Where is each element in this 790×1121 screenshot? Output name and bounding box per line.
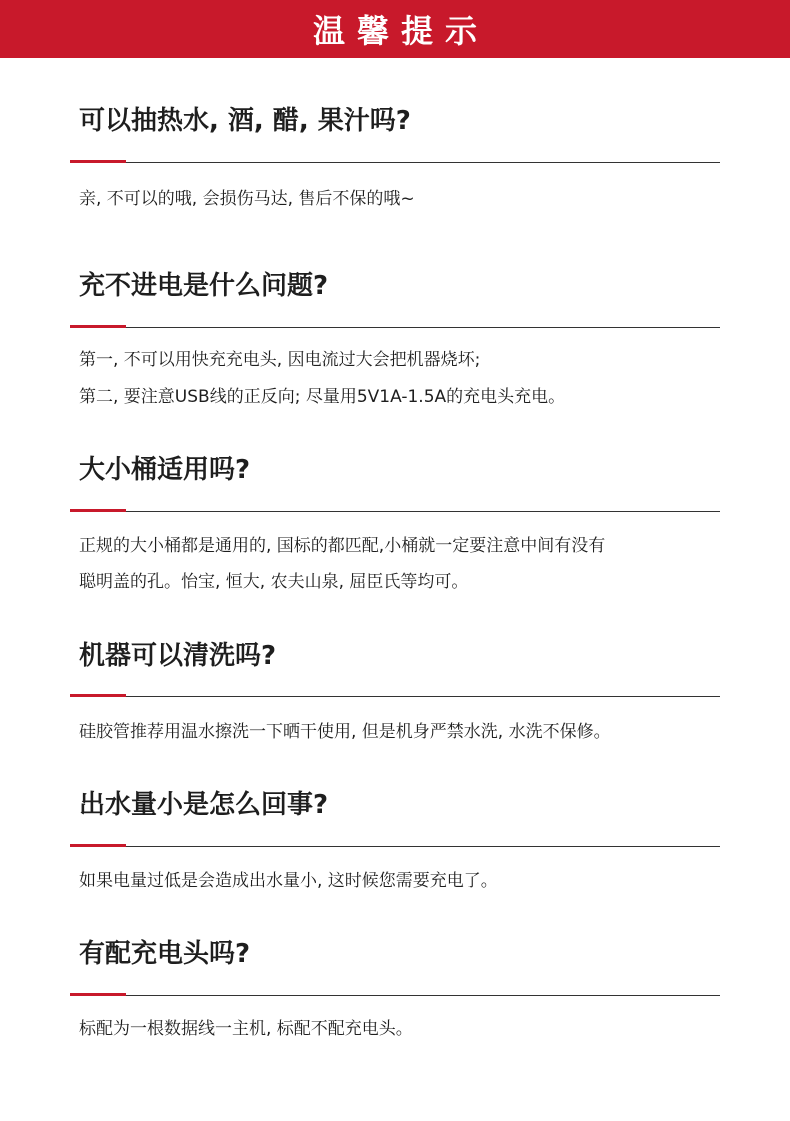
faq-accent-bar [70, 325, 126, 328]
faq-question: 出水量小是怎么回事? [79, 790, 329, 820]
faq-answer-line: 亲, 不可以的哦, 会损伤马达, 售后不保的哦~ [79, 189, 415, 209]
faq-question: 有配充电头吗? [79, 939, 251, 969]
faq-divider [70, 162, 720, 163]
page-title: 温馨提示 [312, 12, 489, 50]
header-banner [0, 0, 790, 58]
faq-question: 可以抽热水, 酒, 醋, 果汁吗? [79, 106, 411, 136]
faq-answer-line: 第二, 要注意USB线的正反向; 尽量用5V1A-1.5A的充电头充电。 [79, 387, 566, 407]
faq-answer-line: 如果电量过低是会造成出水量小, 这时候您需要充电了。 [79, 871, 498, 891]
faq-divider [70, 511, 720, 512]
faq-accent-bar [70, 694, 126, 697]
faq-divider [70, 846, 720, 847]
faq-answer-line: 聪明盖的孔。怡宝, 恒大, 农夫山泉, 屈臣氏等均可。 [79, 572, 469, 592]
faq-divider [70, 327, 720, 328]
faq-divider [70, 995, 720, 996]
faq-question: 机器可以清洗吗? [79, 641, 277, 671]
faq-answer-line: 标配为一根数据线一主机, 标配不配充电头。 [79, 1019, 413, 1039]
faq-accent-bar [70, 509, 126, 512]
faq-accent-bar [70, 993, 126, 996]
faq-accent-bar [70, 160, 126, 163]
faq-question: 充不进电是什么问题? [79, 271, 329, 301]
faq-question: 大小桶适用吗? [79, 455, 251, 485]
faq-answer-line: 第一, 不可以用快充充电头, 因电流过大会把机器烧坏; [79, 350, 481, 370]
faq-divider [70, 696, 720, 697]
faq-accent-bar [70, 844, 126, 847]
faq-answer-line: 正规的大小桶都是通用的, 国标的都匹配,小桶就一定要注意中间有没有 [79, 536, 606, 556]
faq-answer-line: 硅胶管推荐用温水擦洗一下晒干使用, 但是机身严禁水洗, 水洗不保修。 [79, 722, 611, 742]
